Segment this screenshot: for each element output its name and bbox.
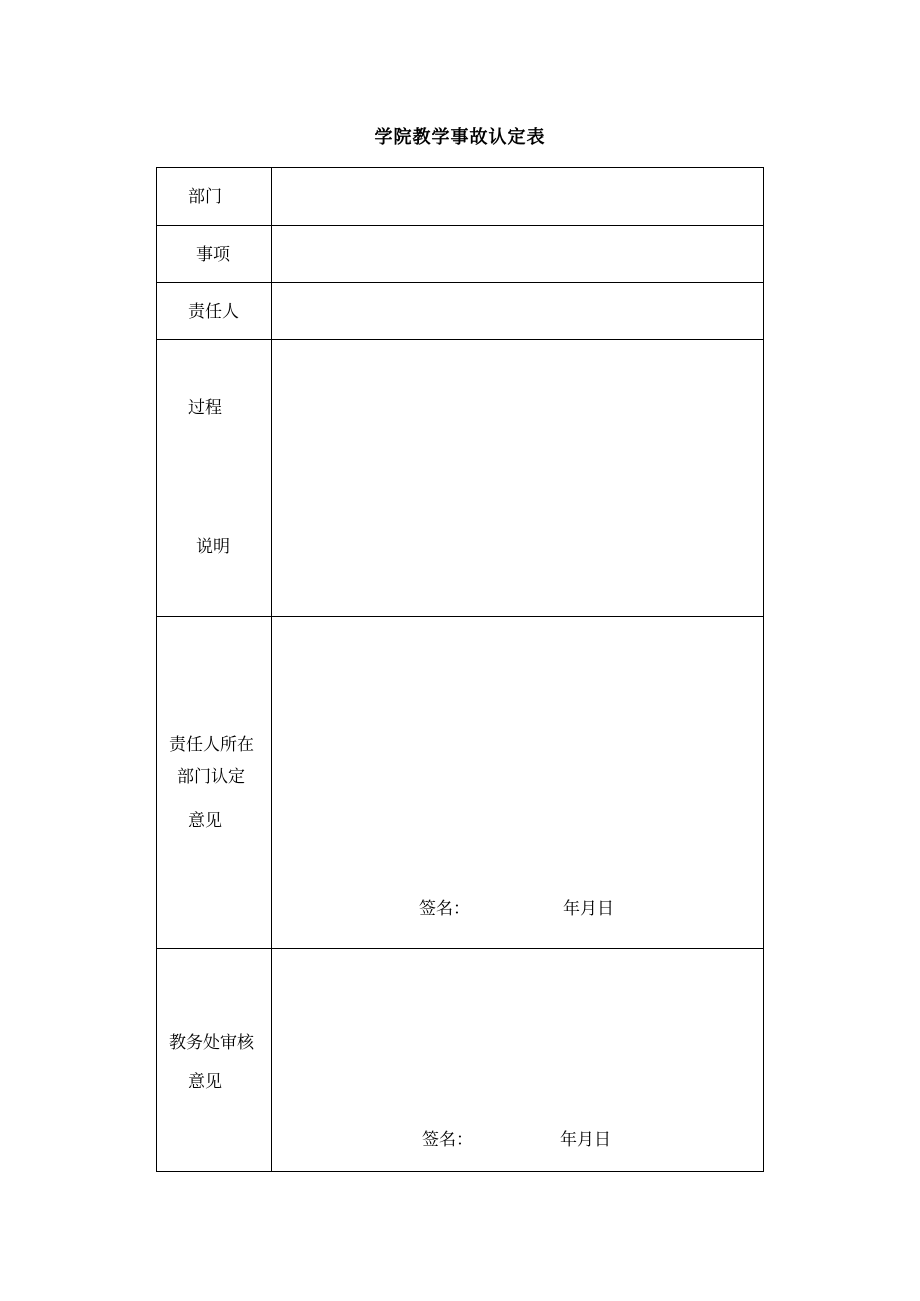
department-field[interactable] (272, 168, 764, 225)
dept-opinion-label-line1: 责任人所在 (169, 735, 254, 755)
department-label: 部门 (188, 187, 222, 207)
academic-affairs-opinion-field[interactable] (272, 949, 764, 1171)
matter-field[interactable] (272, 226, 764, 282)
academic-date-label: 年月日 (560, 1130, 611, 1150)
dept-opinion-label-line3: 意见 (188, 811, 222, 831)
academic-affairs-label-line2: 意见 (188, 1072, 222, 1092)
responsible-person-field[interactable] (272, 283, 764, 339)
process-label-line2: 说明 (196, 537, 230, 557)
matter-label: 事项 (196, 245, 230, 265)
document-title: 学院教学事故认定表 (374, 127, 546, 148)
dept-signature-label: 签名： (419, 899, 470, 919)
dept-opinion-label-line2: 部门认定 (177, 767, 245, 787)
process-description-field[interactable] (272, 340, 764, 616)
academic-signature-label: 签名： (422, 1130, 473, 1150)
academic-affairs-label-line1: 教务处审核 (169, 1033, 254, 1053)
process-label-line1: 过程 (188, 398, 222, 418)
incident-form-table (156, 167, 764, 1172)
dept-opinion-field[interactable] (272, 617, 764, 948)
responsible-person-label: 责任人 (188, 302, 239, 322)
dept-date-label: 年月日 (563, 899, 614, 919)
